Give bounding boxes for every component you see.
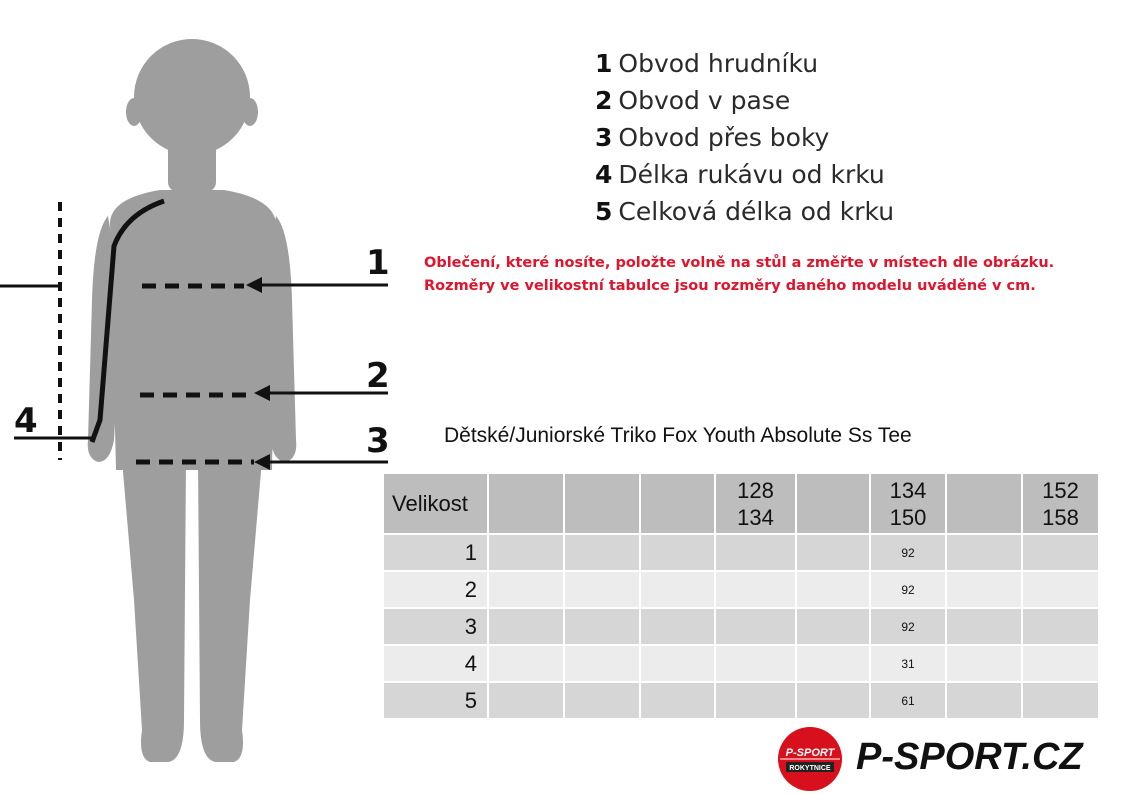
table-cell: 31 xyxy=(871,646,945,681)
table-row xyxy=(384,646,1098,681)
row-label: 2 xyxy=(384,572,487,607)
table-cell xyxy=(489,572,563,607)
instructions-line-2: Rozměry ve velikostní tabulce jsou rozměry daného modelu uváděné v cm. xyxy=(424,278,1036,294)
legend-label: Obvod přes boky xyxy=(618,123,830,152)
legend-label: Celková délka od krku xyxy=(618,197,895,226)
measurement-instructions xyxy=(424,252,1054,298)
size-150: 150 xyxy=(889,504,927,530)
legend-item xyxy=(595,120,894,157)
table-cell xyxy=(947,609,1021,644)
table-cell: 61 xyxy=(871,683,945,718)
header-size-col xyxy=(489,474,563,533)
header-size-col xyxy=(797,474,869,533)
table-cell xyxy=(947,646,1021,681)
size-134: 134 xyxy=(737,504,774,530)
logo-badge-bottom: ROKYTNICE xyxy=(789,765,831,772)
table-cell xyxy=(797,609,869,644)
legend-item xyxy=(595,194,894,231)
table-cell xyxy=(797,683,869,718)
measurement-legend xyxy=(595,46,894,231)
callout-1: 1 xyxy=(366,243,390,283)
child-silhouette xyxy=(88,39,297,762)
table-cell xyxy=(1023,609,1098,644)
table-cell xyxy=(1023,572,1098,607)
legend-label: Délka rukávu od krku xyxy=(618,160,885,189)
table-cell xyxy=(716,572,795,607)
row-label: 3 xyxy=(384,609,487,644)
legend-number: 4 xyxy=(595,160,613,189)
callout-4: 4 xyxy=(14,401,38,441)
table-cell xyxy=(797,646,869,681)
table-cell xyxy=(716,683,795,718)
instructions-line-1: Oblečení, které nosíte, položte volně na stůl a změřte v místech dle obrázku. xyxy=(424,255,1055,271)
size-134: 134 xyxy=(889,477,927,503)
row-label: 1 xyxy=(384,535,487,570)
header-size-col xyxy=(871,474,945,533)
table-cell xyxy=(565,683,639,718)
table-cell xyxy=(489,646,563,681)
table-cell xyxy=(565,646,639,681)
table-cell xyxy=(489,609,563,644)
logo-badge-icon xyxy=(774,726,846,792)
header-size-col xyxy=(947,474,1021,533)
header-size-col xyxy=(716,474,795,533)
legend-number: 1 xyxy=(595,49,613,78)
table-row xyxy=(384,683,1098,718)
table-cell xyxy=(489,683,563,718)
legend-item xyxy=(595,83,894,120)
table-cell xyxy=(716,609,795,644)
table-cell xyxy=(1023,683,1098,718)
size-128: 128 xyxy=(737,477,774,503)
legend-label: Obvod v pase xyxy=(618,86,791,115)
callout-2: 2 xyxy=(366,356,390,396)
table-header-row xyxy=(384,474,1098,533)
table-cell xyxy=(797,572,869,607)
header-velikost: Velikost xyxy=(384,474,487,533)
table-cell xyxy=(641,535,714,570)
table-row xyxy=(384,535,1098,570)
table-cell xyxy=(641,572,714,607)
legend-item xyxy=(595,46,894,83)
legend-number: 2 xyxy=(595,86,613,115)
product-title: Dětské/Juniorské Triko Fox Youth Absolute Ss Tee xyxy=(444,424,912,447)
header-size-col xyxy=(1023,474,1098,533)
table-cell: 92 xyxy=(871,572,945,607)
table-cell xyxy=(1023,535,1098,570)
table-cell xyxy=(947,683,1021,718)
table-cell xyxy=(565,572,639,607)
callout-3: 3 xyxy=(366,421,390,461)
size-table xyxy=(382,472,1100,720)
logo-text: P-SPORT.CZ xyxy=(856,736,1083,778)
table-cell xyxy=(641,683,714,718)
legend-item xyxy=(595,157,894,194)
legend-label: Obvod hrudníku xyxy=(618,49,819,78)
table-cell xyxy=(641,646,714,681)
header-size-col xyxy=(641,474,714,533)
legend-number: 3 xyxy=(595,123,613,152)
table-cell xyxy=(489,535,563,570)
p-sport-logo xyxy=(772,724,1082,794)
table-cell xyxy=(641,609,714,644)
size-152: 152 xyxy=(1042,477,1079,503)
table-cell: 92 xyxy=(871,535,945,570)
table-cell xyxy=(565,535,639,570)
row-label: 4 xyxy=(384,646,487,681)
table-cell: 92 xyxy=(871,609,945,644)
table-row xyxy=(384,609,1098,644)
header-size-col xyxy=(565,474,639,533)
row-label: 5 xyxy=(384,683,487,718)
table-cell xyxy=(1023,646,1098,681)
table-row xyxy=(384,572,1098,607)
table-cell xyxy=(797,535,869,570)
logo-badge-top: P-SPORT xyxy=(785,747,835,759)
table-cell xyxy=(716,535,795,570)
table-cell xyxy=(716,646,795,681)
size-158: 158 xyxy=(1042,504,1079,530)
table-cell xyxy=(565,609,639,644)
table-cell xyxy=(947,572,1021,607)
measurement-figure xyxy=(0,0,420,794)
legend-number: 5 xyxy=(595,197,613,226)
table-cell xyxy=(947,535,1021,570)
